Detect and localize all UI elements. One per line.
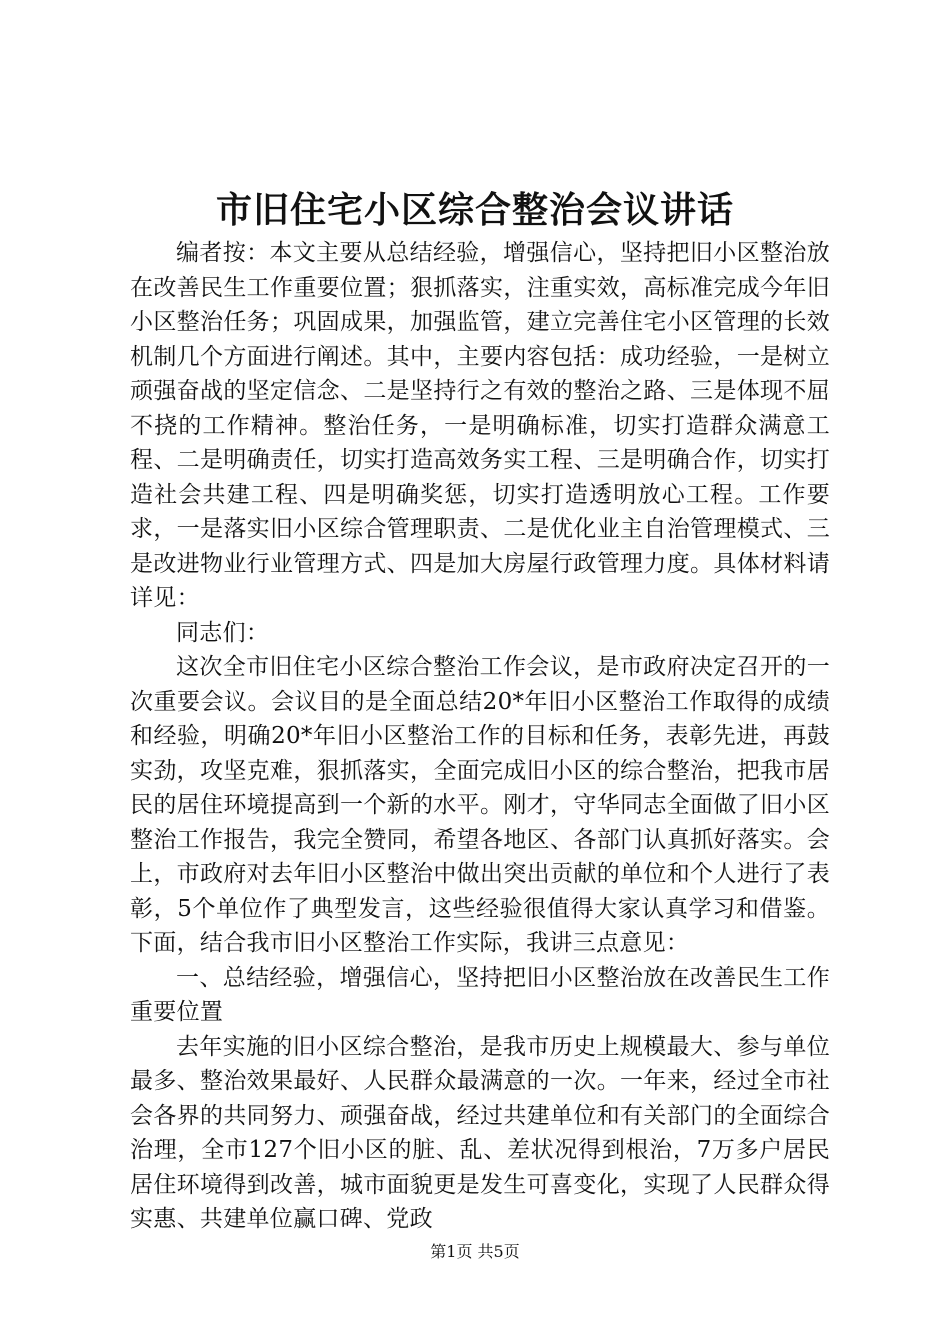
salutation-paragraph: 同志们： [176,619,270,646]
document-title: 市旧住宅小区综合整治会议讲话 [215,189,734,231]
document-body [130,236,830,1237]
editor-note-paragraph: 编者按：本文主要从总结经验，增强信心，坚持把旧小区整治放在改善民生工作重要位置；狠抓落实，注重实效，高标准完成今年旧小区整治任务；巩固成果，加强监管，建立完善住宅小区管理的长效机制几个方面进行阐述。其中，主要内容包括：成功经验，一是树立顽强奋战的坚定信念、二是坚持行之有效的整治之路、三是体现不屈不挠的工作精神。整治任务，一是明确标准，切实打造群众满意工程、二是明确责任，切实打造高效务实工程、三是明确合作，切实打造社会共建工程、四是明确奖惩，切实打造透明放心工程。工作要求，一是落实旧小区综合管理职责、二是优化业主自治管理模式、三是改进物业行业管理方式、四是加大房屋行政管理力度。具体材料请详见： [130,240,830,611]
section-heading: 一、总结经验，增强信心，坚持把旧小区整治放在改善民生工作重要位置 [130,964,830,1025]
body-paragraph: 这次全市旧住宅小区综合整治工作会议，是市政府决定召开的一次重要会议。会议目的是全面总结20*年旧小区整治工作取得的成绩和经验，明确20*年旧小区整治工作的目标和任务，表彰先进，再鼓实劲，攻坚克难，狠抓落实，全面完成旧小区的综合整治，把我市居民的居住环境提高到一个新的水平。刚才，守华同志全面做了旧小区整治工作报告，我完全赞同，希望各地区、各部门认真抓好落实。会上，市政府对去年旧小区整治中做出突出贡献的单位和个人进行了表彰，5个单位作了典型发言，这些经验很值得大家认真学习和借鉴。下面，结合我市旧小区整治工作实际，我讲三点意见： [130,654,830,956]
page-number: 第1页 共5页 [430,1242,520,1261]
body-paragraph: 去年实施的旧小区综合整治，是我市历史上规模最大、参与单位最多、整治效果最好、人民群众最满意的一次。一年来，经过全市社会各界的共同努力、顽强奋战，经过共建单位和有关部门的全面综合治理，全市127个旧小区的脏、乱、差状况得到根治，7万多户居民居住环境得到改善，城市面貌更是发生可喜变化，实现了人民群众得实惠、共建单位赢口碑、党政 [130,1033,830,1232]
